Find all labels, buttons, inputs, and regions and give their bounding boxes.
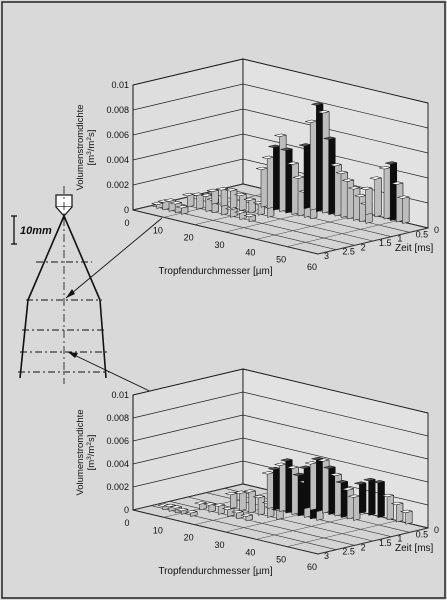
x-tick-label: 60 <box>306 562 318 572</box>
bar-side-face <box>341 482 348 518</box>
bar-side-face <box>396 503 403 522</box>
z-axis-unit: $[m^3/m^2s]$ <box>85 434 97 471</box>
bar-side-face <box>280 464 287 512</box>
bar-side-face <box>390 163 397 221</box>
x-tick-label: 20 <box>183 532 194 543</box>
bar-side-face <box>292 163 299 215</box>
y-tick-label: 1.5 <box>379 238 392 248</box>
bar-side-face <box>360 195 367 222</box>
y-tick-label: 1 <box>397 533 403 544</box>
bar-side-face <box>258 496 265 515</box>
x-tick-label: 10 <box>152 525 163 536</box>
bar-side-face <box>221 189 228 207</box>
bar-side-face <box>286 149 293 213</box>
bar-side-face <box>375 178 382 217</box>
y-tick-label: 1 <box>397 233 403 244</box>
bar-side-face <box>403 197 410 224</box>
bar-side-face <box>280 135 287 212</box>
z-tick-label: 0.008 <box>106 105 129 115</box>
bar-side-face <box>212 190 219 204</box>
x-tick-label: 50 <box>276 554 287 565</box>
bar-side-face <box>353 188 360 221</box>
bar-side-face <box>366 188 373 215</box>
z-tick-label: 0.01 <box>111 390 129 400</box>
y-tick-label: 3 <box>324 251 330 261</box>
x-tick-label: 0 <box>124 218 130 228</box>
x-tick-label: 50 <box>276 254 287 265</box>
y-tick-label: 0.5 <box>415 529 429 540</box>
z-axis-title: Volumenstromdichte <box>75 409 86 496</box>
x-axis-title: Tropfendurchmesser [µm] <box>158 266 273 277</box>
z-axis-title: Volumenstromdichte <box>75 104 86 191</box>
y-tick-label: 3 <box>324 551 330 561</box>
z-tick-label: 0.004 <box>106 459 129 469</box>
bar-side-face <box>406 511 413 524</box>
x-tick-label: 20 <box>183 232 194 243</box>
y-tick-label: 0 <box>434 225 440 235</box>
x-tick-label: 60 <box>306 262 318 272</box>
bar-side-face <box>249 491 256 513</box>
z-tick-label: 0.002 <box>106 482 129 492</box>
scale-label: 10mm <box>20 225 52 237</box>
y-tick-label: 2 <box>360 242 366 253</box>
bar-side-face <box>187 194 194 207</box>
bar-side-face <box>304 467 311 509</box>
y-tick-label: 1.5 <box>379 538 392 548</box>
bar-side-face <box>197 194 204 209</box>
x-tick-label: 40 <box>245 547 256 558</box>
left-back-wall <box>133 59 243 210</box>
bar-side-face <box>240 492 247 511</box>
y-tick-label: 0 <box>434 525 440 535</box>
x-tick-label: 10 <box>152 225 163 236</box>
bar-side-face <box>329 138 336 215</box>
bar-side-face <box>206 195 213 212</box>
bar-side-face <box>316 458 323 511</box>
bar-side-face <box>353 496 360 521</box>
bar-side-face <box>347 489 354 519</box>
y-tick-label: 2 <box>360 542 366 553</box>
bar-side-face <box>273 146 280 210</box>
bar-side-face <box>230 190 237 209</box>
bar-side-face <box>249 199 256 213</box>
bar-side-face <box>240 194 247 211</box>
bar-side-face <box>341 172 348 217</box>
y-tick-label: 2.5 <box>342 546 355 557</box>
y-axis-title: Zeit [ms] <box>395 243 434 254</box>
bar-side-face <box>230 493 237 508</box>
x-tick-label: 30 <box>214 540 225 550</box>
bar-side-face <box>310 121 317 210</box>
bar-side-face <box>384 168 391 220</box>
z-tick-label: 0.006 <box>106 436 129 446</box>
bar-side-face <box>316 104 323 212</box>
z-tick-label: 0.006 <box>106 130 129 140</box>
z-tick-label: 0 <box>123 505 129 515</box>
bar-side-face <box>387 495 394 520</box>
x-axis-title: Tropfendurchmesser [µm] <box>158 566 273 577</box>
bar-side-face <box>298 177 305 216</box>
x-tick-label: 0 <box>124 518 130 528</box>
bar-side-face <box>169 200 176 212</box>
bar-side-face <box>335 474 342 516</box>
z-axis-unit: $[m^3/m^2s]$ <box>85 129 97 166</box>
bar-side-face <box>261 168 268 207</box>
y-axis-title: Zeit [ms] <box>395 543 434 554</box>
bar-side-face <box>273 468 280 510</box>
x-tick-label: 40 <box>245 247 256 258</box>
z-tick-label: 0.004 <box>106 155 129 165</box>
z-tick-label: 0 <box>123 205 129 215</box>
bar-side-face <box>396 183 403 222</box>
x-tick-label: 30 <box>214 240 225 250</box>
bar-side-face <box>369 479 376 515</box>
bar-side-face <box>310 463 317 511</box>
bar-side-face <box>359 483 366 513</box>
bar-side-face <box>347 180 354 219</box>
z-tick-label: 0.01 <box>111 80 129 90</box>
z-tick-label: 0.002 <box>106 180 129 190</box>
bar-side-face <box>304 145 311 209</box>
y-tick-label: 0.5 <box>415 229 429 240</box>
bar-side-face <box>323 112 330 214</box>
bar-side-face <box>267 473 274 509</box>
y-tick-label: 2.5 <box>342 246 355 257</box>
bar-side-face <box>378 482 385 518</box>
z-tick-label: 0.008 <box>106 413 129 423</box>
bar-side-face <box>298 474 305 516</box>
bar-side-face <box>267 157 274 209</box>
